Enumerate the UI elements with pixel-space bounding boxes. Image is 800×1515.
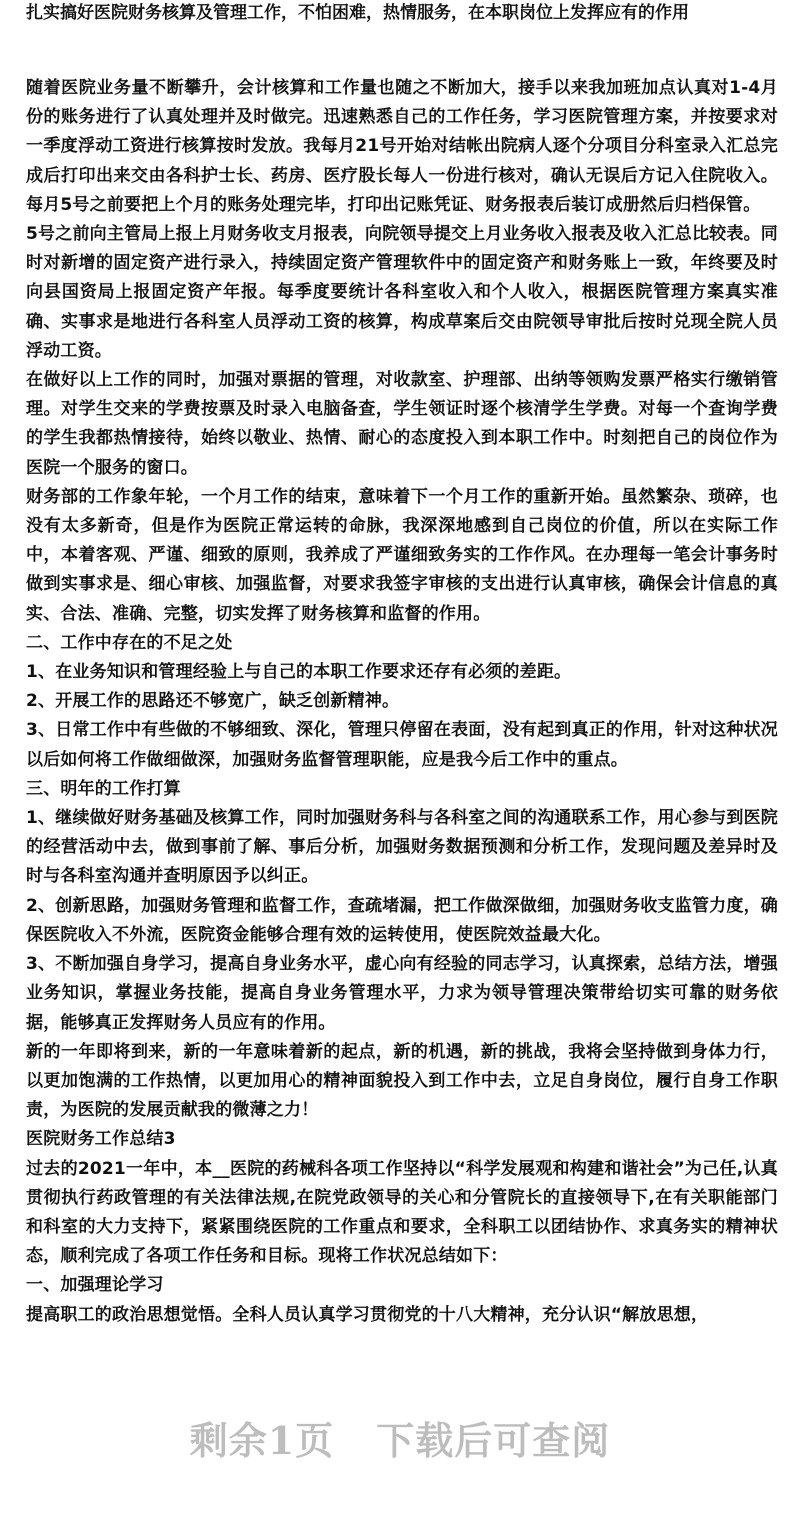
download-prompt[interactable] <box>0 1410 800 1465</box>
document-top-line: 扎实搞好医院财务核算及管理工作，不怕困难，热情服务，在本职岗位上发挥应有的作用 <box>26 3 689 23</box>
list-item: 1、在业务知识和管理经验上与自己的本职工作要求还存有必须的差距。 <box>26 662 572 683</box>
list-item: 2、创新思路，加强财务管理和监督工作，查疏堵漏，把工作做深做细，加强财务收支监管力度，确保医院收入不外流，医院资金能够合理有效的运转使用，使医院效益最大化。 <box>26 895 778 945</box>
document-content <box>26 0 778 1330</box>
list-item: 3、日常工作中有些做的不够细致、深化，管理只停留在表面，没有起到真正的作用，针对这种状况以后如何将工作做细做深，加强财务监督管理职能，应是我今后工作中的重点。 <box>26 720 778 770</box>
list-item: 2、开展工作的思路还不够宽广，缺乏创新精神。 <box>26 691 400 712</box>
paragraph: 随着医院业务量不断攀升，会计核算和工作量也随之不断加大，接手以来我加班加点认真对1-4月份的账务进行了认真处理并及时做完。迅速熟悉自己的工作任务，学习医院管理方案，并按要求对一季度浮动工资进行核算按时发放。我每月21号开始对结帐出院病人逐个分项目分科室录入汇总完成后打印出来交由各科护士长、药房、医疗股长每人一份进行核对，确认无误后方记入住院收入。每月5号之前要把上个月的账务处理完毕，打印出记账凭证、财务报表后装订成册然后归档保管。 <box>26 78 778 215</box>
download-hint-text: 下载后可查阅 <box>376 1418 611 1463</box>
remaining-pages-text: 剩余1页 <box>189 1418 335 1463</box>
section-heading: 二、工作中存在的不足之处 <box>26 632 233 653</box>
paragraph: 过去的2021一年中，本__医院的药械科各项工作坚持以“科学发展观和构建和谐社会”为己任,认真贯彻执行药政管理的有关法律法规,在院党政领导的关心和分管院长的直接领导下,在有关职能部门和科室的大力支持下，紧紧围绕医院的工作重点和要求，全科职工以团结协作、求真务实的精神状态，顺利完成了各项工作任务和目标。现将工作状况总结如下： <box>26 1158 778 1267</box>
paragraph: 提高职工的政治思想觉悟。全科人员认真学习贯彻党的十八大精神，充分认识“解放思想， <box>26 1304 709 1325</box>
paragraph: 在做好以上工作的同时，加强对票据的管理，对收款室、护理部、出纳等领购发票严格实行缴销管理。对学生交来的学费按票及时录入电脑备查，学生领证时逐个核清学生学费。对每一个查询学费的学生我都热情接待，始终以敬业、热情、耐心的态度投入到本职工作中。时刻把自己的岗位作为医院一个服务的窗口。 <box>26 370 778 478</box>
section-title: 医院财务工作总结3 <box>26 1129 176 1150</box>
list-item: 1、继续做好财务基础及核算工作，同时加强财务科与各科室之间的沟通联系工作，用心参与到医院的经营活动中去，做到事前了解、事后分析，加强财务数据预测和分析工作，发现问题及差异时及时与各科室沟通并查明原因予以纠正。 <box>26 808 778 887</box>
paragraph: 5号之前向主管局上报上月财务收支月报表，向院领导提交上月业务收入报表及收入汇总比较表。同时对新增的固定资产进行录入，持续固定资产管理软件中的固定资产和财务账上一致，年终要及时向县国资局上报固定资产年报。每季度要统计各科室收入和个人收入，根据医院管理方案真实准确、实事求是地进行各科室人员浮动工资的核算，构成草案后交由院领导审批后按时兑现全院人员浮动工资。 <box>26 224 778 361</box>
paragraph: 新的一年即将到来，新的一年意味着新的起点，新的机遇，新的挑战，我将会坚持做到身体力行，以更加饱满的工作热情，以更加用心的精神面貌投入到工作中去，立足自身岗位，履行自身工作职责，为医院的发展贡献我的微薄之力！ <box>26 1041 778 1121</box>
section-heading: 一、加强理论学习 <box>26 1275 164 1296</box>
list-item: 3、不断加强自身学习，提高自身业务水平，虚心向有经验的同志学习，认真探索，总结方法，增强业务知识，掌握业务技能，提高自身业务管理水平，力求为领导管理决策带给切实可靠的财务依据，能够真正发挥财务人员应有的作用。 <box>26 954 778 1033</box>
paragraph: 财务部的工作象年轮，一个月工作的结束，意味着下一个月工作的重新开始。虽然繁杂、琐碎，也没有太多新奇，但是作为医院正常运转的命脉，我深深地感到自己岗位的价值，所以在实际工作中，本着客观、严谨、细致的原则，我养成了严谨细致务实的工作作风。在办理每一笔会计事务时做到实事求是、细心审核、加强监督，对要求我签字审核的支出进行认真审核，确保会计信息的真实、合法、准确、完整，切实发挥了财务核算和监督的作用。 <box>26 486 778 624</box>
section-heading: 三、明年的工作打算 <box>26 778 181 799</box>
document-body <box>26 74 778 1330</box>
